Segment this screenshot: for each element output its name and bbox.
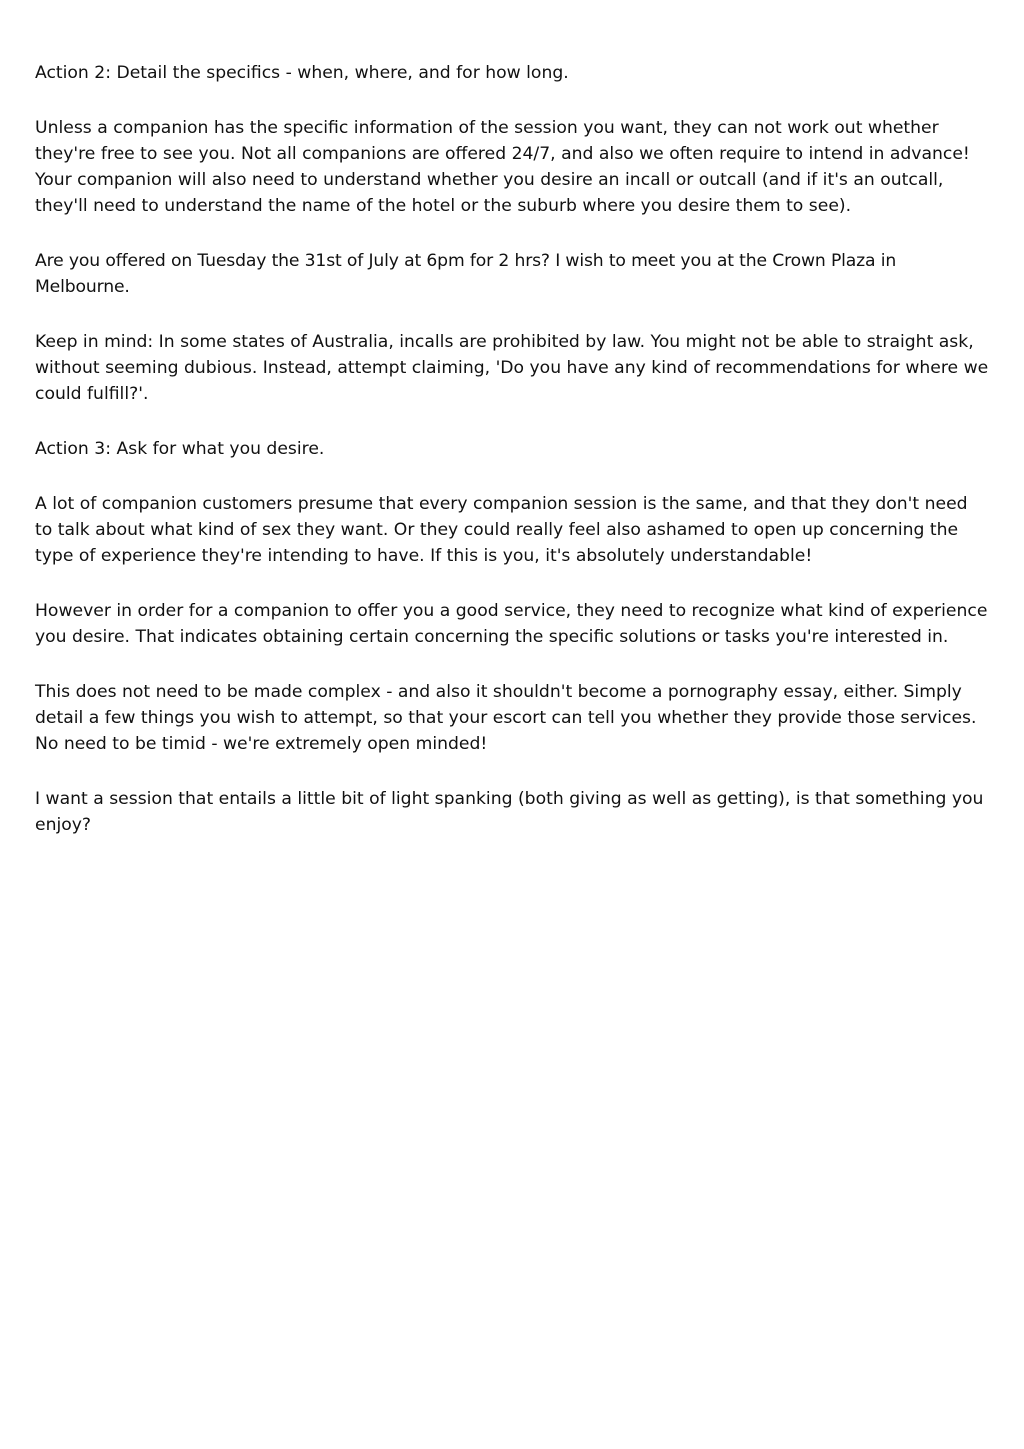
document-body — [35, 60, 990, 867]
example-request-session: I want a session that entails a little bit of light spanking (both giving as well as getting), is that something you enjoy? — [35, 789, 984, 835]
incall-note-paragraph: Keep in mind: In some states of Australia, incalls are prohibited by law. You might not be able to straight ask, without seeming dubious. Instead, attempt claiming, 'Do you have any kind of recommendations for where we could fulfill?'. — [35, 332, 989, 404]
specifics-paragraph: Unless a companion has the specific information of the session you want, they can not work out whether they're free to see you. Not all companions are offered 24/7, and also we often require to intend in advance! Your companion will also need to understand whether you desire an incall or outcall (and if it's an outcall, they'll need to understand the name of the hotel or the suburb where you desire them to see). — [35, 118, 970, 216]
step-2-heading: Action 2: Detail the specifics - when, where, and for how long. — [35, 63, 569, 83]
customer-assumptions-paragraph: A lot of companion customers presume that every companion session is the same, and that they don't need to talk about what kind of sex they want. Or they could really feel also ashamed to open up concerning the type of experience they're intending to have. If this is you, it's absolutely understandable! — [35, 494, 968, 566]
service-expectations-paragraph: However in order for a companion to offer you a good service, they need to recognize what kind of experience you desire. That indicates obtaining certain concerning the specific solutions or tasks you're interested in. — [35, 601, 988, 647]
keep-it-simple-paragraph: This does not need to be made complex - and also it shouldn't become a pornography essay, either. Simply detail a few things you wish to attempt, so that your escort can tell you whether they provide those services. No need to be timid - we're extremely open minded! — [35, 682, 977, 754]
example-request-availability: Are you offered on Tuesday the 31st of July at 6pm for 2 hrs? I wish to meet you at the Crown Plaza in Melbourne. — [35, 251, 897, 297]
step-3-heading: Action 3: Ask for what you desire. — [35, 439, 325, 459]
